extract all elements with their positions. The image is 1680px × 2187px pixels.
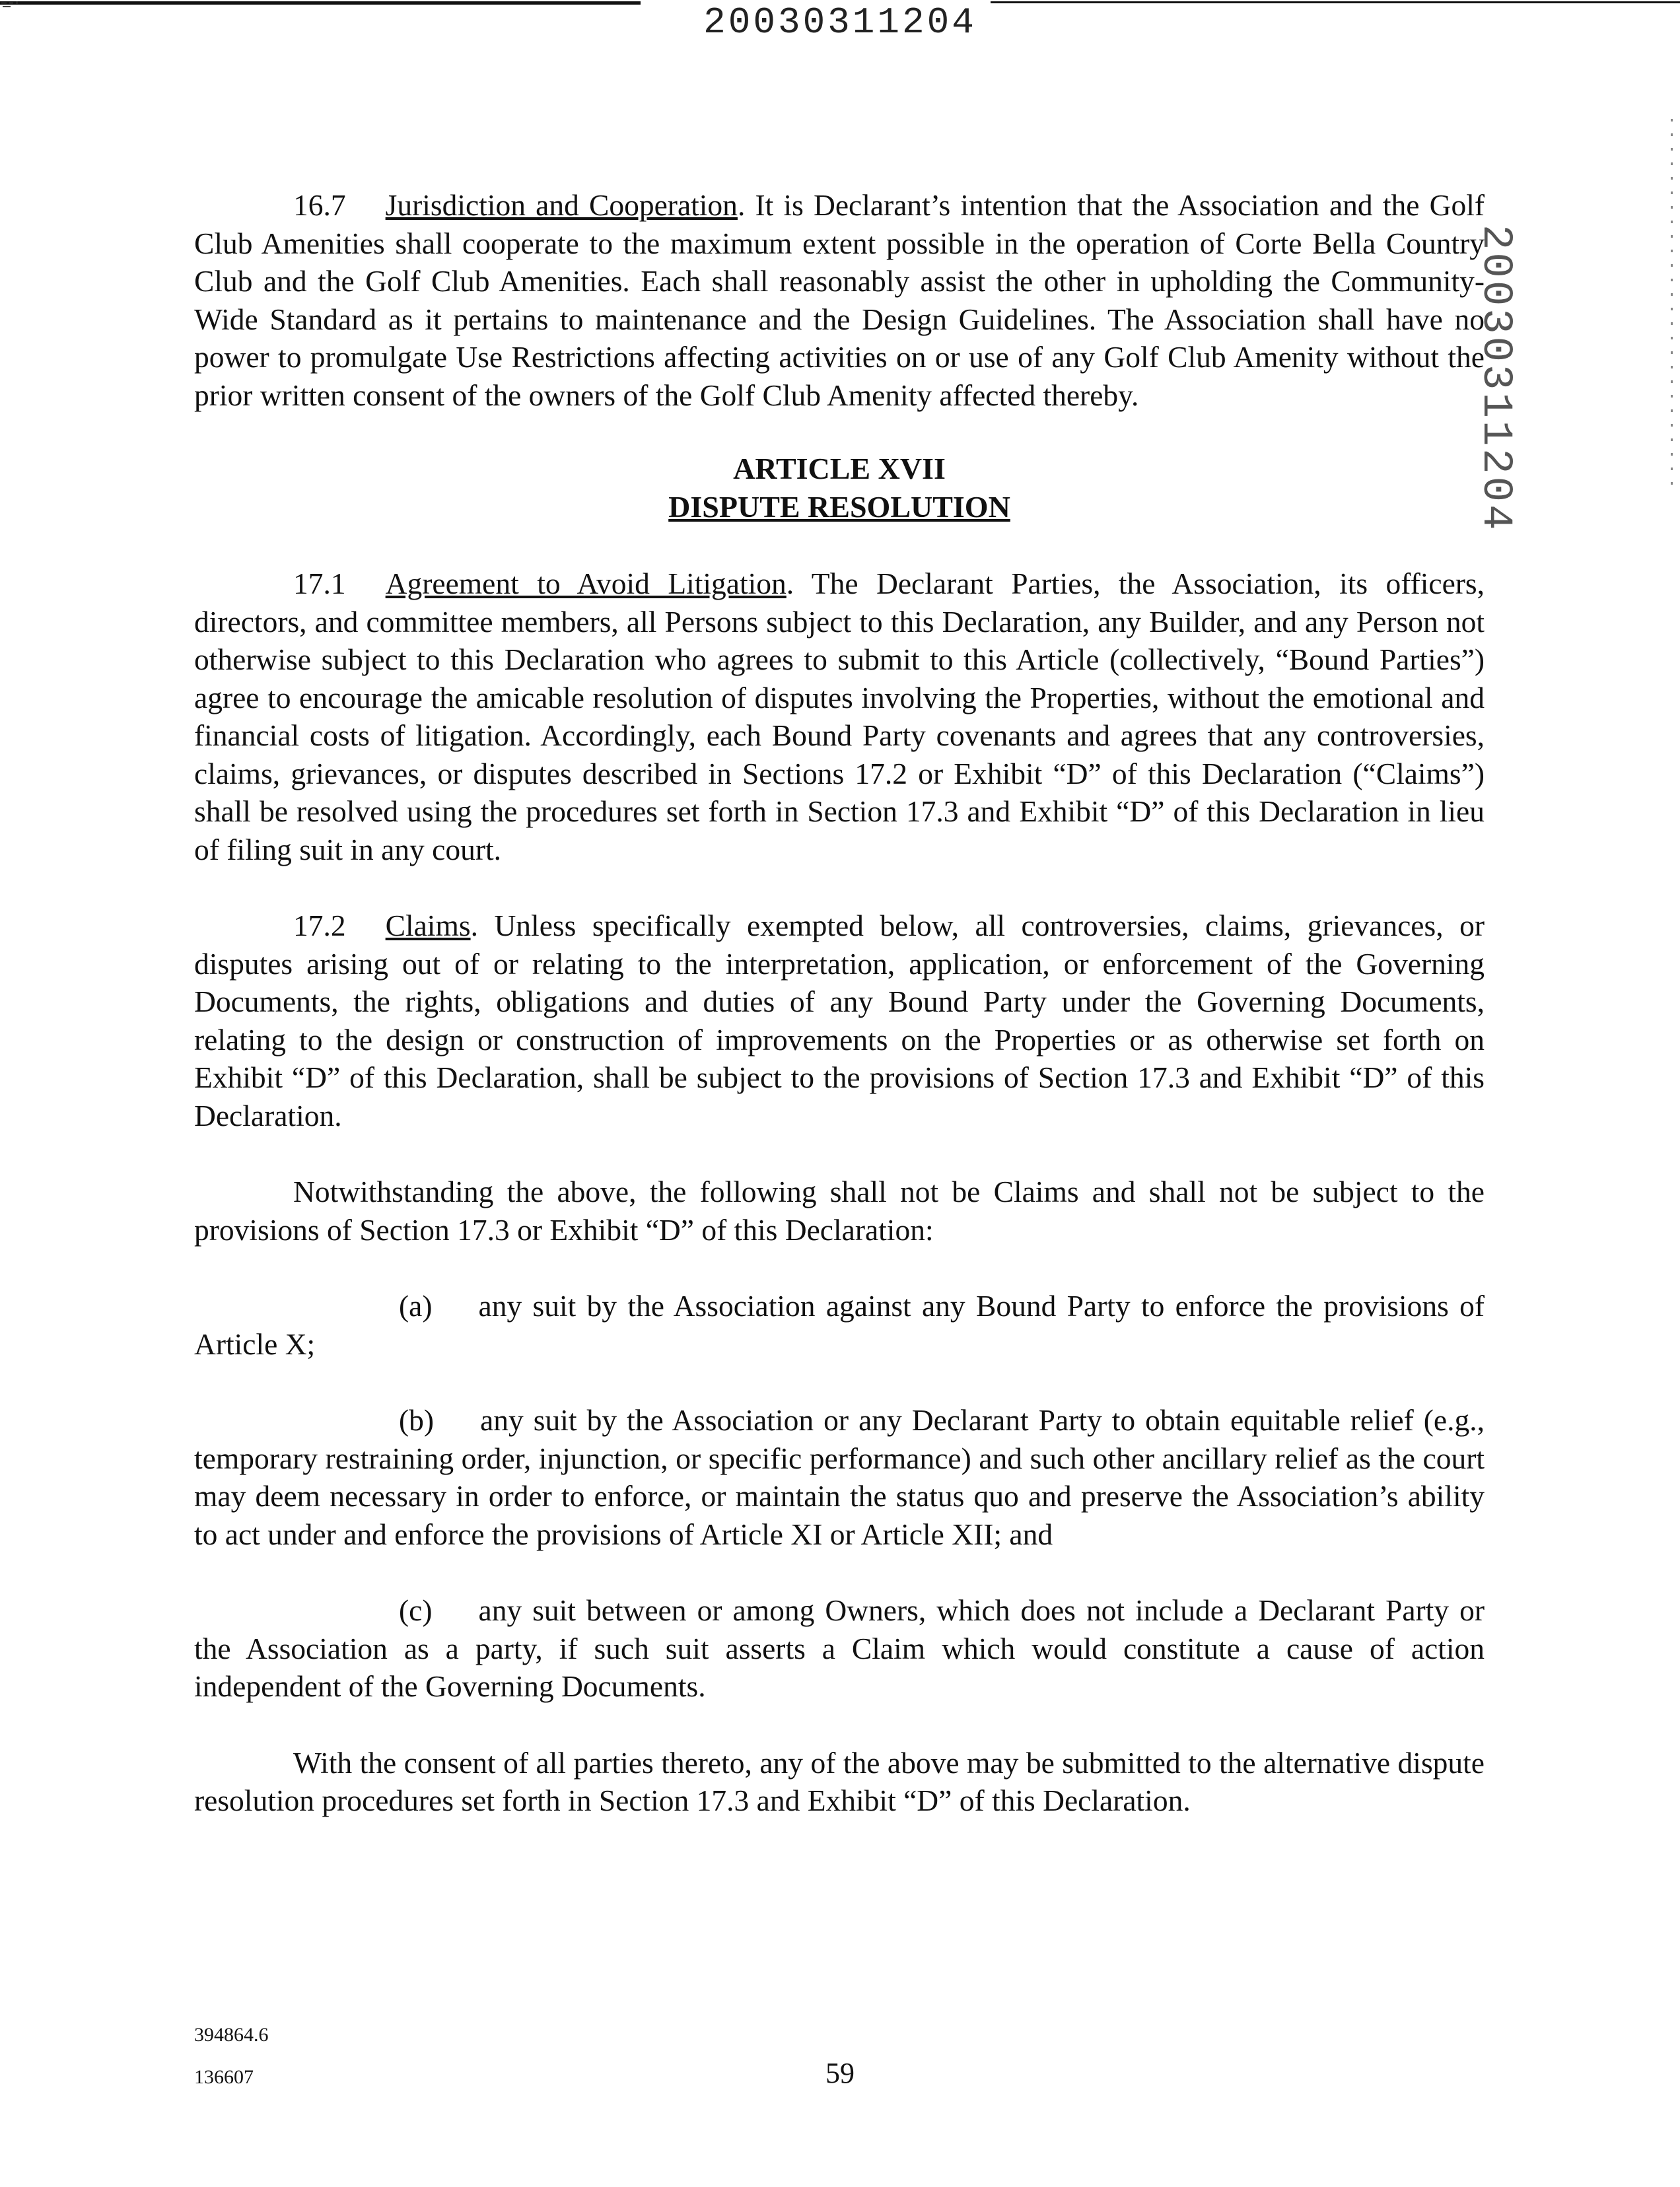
article-title: ARTICLE XVII [733, 452, 946, 485]
consent-paragraph: With the consent of all parties thereto, any of the above may be submitted to the alternative dispute resolution procedures set forth in Section 17.3 and Exhibit “D” of this Declaration. [194, 1745, 1485, 1817]
item-label: (a) [399, 1289, 433, 1323]
footer-code-1: 394864.6 [194, 2024, 269, 2046]
section-text: . Unless specifically exempted below, all controversies, claims, grievances, or disputes arising out of or relating to the interpretation, application, or enforcement of the Governing Documents, the rights, obligations and duties of any Bound Party under the Governing Documents, relating to the design or construction of improvements on the Properties or as otherwise set forth on Exhibit “D” of this Declaration, shall be subject to the provisions of Section 17.3 and Exhibit “D” of this Declaration. [194, 909, 1485, 1132]
side-stamp: 20030311204 [1471, 225, 1519, 533]
exemption-item-b [194, 1401, 1485, 1553]
article-subtitle: DISPUTE RESOLUTION [668, 490, 1010, 524]
article-heading [194, 450, 1485, 526]
section-number: 17.1 [293, 567, 346, 600]
page-body [194, 186, 1485, 1858]
section-text: . The Declarant Parties, the Association, its officers, directors, and committee members, all Persons subject to this Declaration, any Builder, and any Person not otherwise subject to this Declaration who agrees to submit to this Article (collectively, “Bound Parties”) agree to encourage the amicable resolution of disputes involving the Properties, without the emotional and financial costs of litigation. Accordingly, each Bound Party covenants and agrees that any controversies, claims, grievances, or disputes described in Sections 17.2 or Exhibit “D” of this Declaration (“Claims”) shall be resolved using the procedures set forth in Section 17.3 and Exhibit “D” of this Declaration in lieu of filing suit in any court. [194, 567, 1485, 866]
section-17-1 [194, 565, 1485, 868]
item-label: (b) [399, 1403, 435, 1437]
notwithstanding-paragraph: Notwithstanding the above, the following shall not be Claims and shall not be subject to the provisions of Section 17.3 or Exhibit “D” of this Declaration: [194, 1175, 1485, 1247]
item-text: any suit by the Association against any Bound Party to enforce the provisions of Article X; [194, 1289, 1485, 1361]
section-text: . It is Declarant’s intention that the Association and the Golf Club Amenities shall cooperate to the maximum extent possible in the operation of Corte Bella Country Club and the Golf Club Amenities. Each shall reasonably assist the other in upholding the Community-Wide Standard as it pertains to maintenance and the Design Guidelines. The Association shall have no power to promulgate Use Restrictions affecting activities on or use of any Golf Club Amenity without the prior written consent of the owners of the Golf Club Amenity affected thereby. [194, 188, 1485, 412]
item-label: (c) [399, 1593, 433, 1627]
exemption-item-a [194, 1287, 1485, 1363]
exemption-item-c [194, 1591, 1485, 1706]
section-16-7 [194, 186, 1485, 414]
section-number: 16.7 [293, 188, 346, 222]
item-text: any suit by the Association or any Declarant Party to obtain equitable relief (e.g., temporary restraining order, injunction, or specific performance) and such other ancillary relief as the court may deem necessary in order to enforce, or maintain the status quo and preserve the Association’s ability to act under and enforce the provisions of Article XI or Article XII; and [194, 1403, 1485, 1551]
document-number: 20030311204 [703, 1, 977, 44]
footer-code-2: 136607 [194, 2066, 254, 2088]
item-text: any suit between or among Owners, which does not include a Declarant Party or the Association as a party, if such suit asserts a Claim which would constitute a cause of action independent of the Governing Documents. [194, 1593, 1485, 1703]
section-title: Claims [385, 909, 471, 942]
scan-edge-marks [1671, 119, 1673, 489]
section-title: Jurisdiction and Cooperation [385, 188, 738, 222]
section-17-2 [194, 907, 1485, 1134]
page-number: 59 [825, 2057, 855, 2089]
section-number: 17.2 [293, 909, 346, 942]
section-title: Agreement to Avoid Litigation [385, 567, 787, 600]
